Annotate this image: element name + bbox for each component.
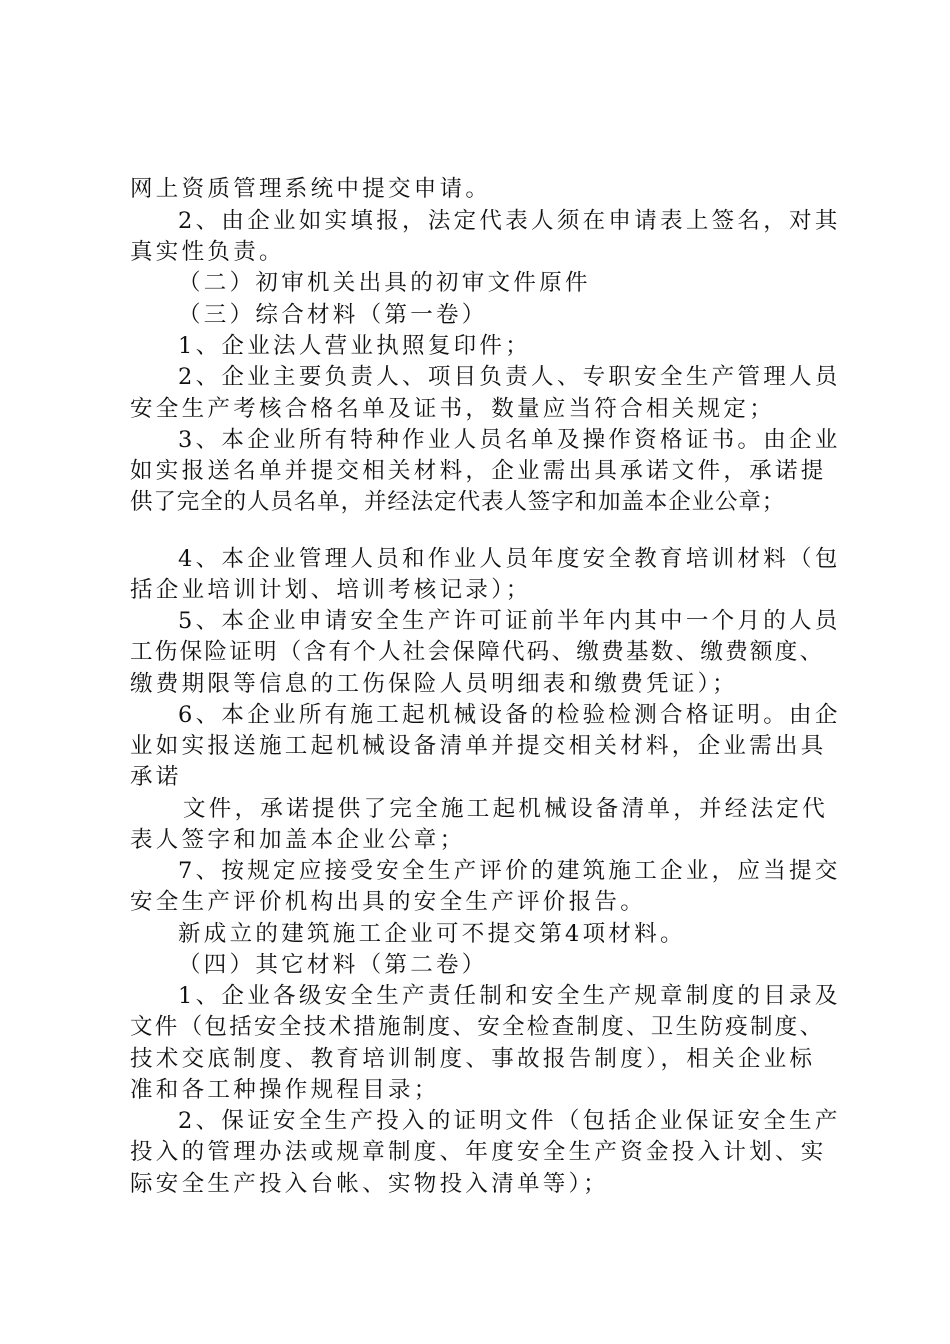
line-14: 5、本企业申请安全生产许可证前半年内其中一个月的人员 [178,608,841,634]
line-24: 新成立的建筑施工企业可不提交第4项材料。 [178,921,686,947]
line-26: 1、企业各级安全生产责任制和安全生产规章制度的目录及 [178,983,841,1009]
line-11: 供了完全的人员名单，并经法定代表人签字和加盖本企业公章； [130,489,786,515]
line-17: 6、本企业所有施工起机械设备的检验检测合格证明。由企 [178,702,841,728]
line-19: 承诺 [130,764,182,790]
line-32: 际安全生产投入台帐、实物投入清单等）； [130,1171,609,1197]
line-23: 安全生产评价机构出具的安全生产评价报告。 [130,889,647,915]
line-18: 业如实报送施工起机械设备清单并提交相关材料，企业需出具 [130,733,827,759]
section-heading-2: （二）初审机关出具的初审文件原件 [178,270,591,296]
line-2: 2、由企业如实填报，法定代表人须在申请表上签名，对其 [178,208,841,234]
line-16: 缴费期限等信息的工伤保险人员明细表和缴费凭证）； [130,671,738,697]
line-1: 网上资质管理系统中提交申请。 [130,176,492,202]
line-9: 3、本企业所有特种作业人员名单及操作资格证书。由企业 [178,427,841,453]
section-heading-3: （三）综合材料（第一卷） [178,302,488,328]
line-30: 2、保证安全生产投入的证明文件（包括企业保证安全生产 [178,1108,841,1134]
line-10: 如实报送名单并提交相关材料，企业需出具承诺文件，承诺提 [130,458,827,484]
section-heading-4: （四）其它材料（第二卷） [178,952,488,978]
line-6: 1、企业法人营业执照复印件； [178,333,532,359]
line-31: 投入的管理办法或规章制度、年度安全生产资金投入计划、实 [130,1139,827,1165]
line-12: 4、本企业管理人员和作业人员年度安全教育培训材料（包 [178,546,841,572]
line-29: 准和各工种操作规程目录； [130,1077,440,1103]
line-22: 7、按规定应接受安全生产评价的建筑施工企业，应当提交 [178,858,841,884]
line-15: 工伤保险证明（含有个人社会保障代码、缴费基数、缴费额度、 [130,639,825,665]
line-20: 文件，承诺提供了完全施工起机械设备清单，并经法定代 [183,796,829,822]
line-7: 2、企业主要负责人、项目负责人、专职安全生产管理人员 [178,364,841,390]
line-3: 真实性负责。 [130,239,285,265]
line-13: 括企业培训计划、培训考核记录）； [130,577,532,603]
line-21: 表人签字和加盖本企业公章； [130,827,466,853]
line-8: 安全生产考核合格名单及证书，数量应当符合相关规定； [130,396,776,422]
line-28: 技术交底制度、教育培训制度、事故报告制度），相关企业标 [130,1046,816,1072]
line-27: 文件（包括安全技术措施制度、安全检查制度、卫生防疫制度、 [130,1014,825,1040]
